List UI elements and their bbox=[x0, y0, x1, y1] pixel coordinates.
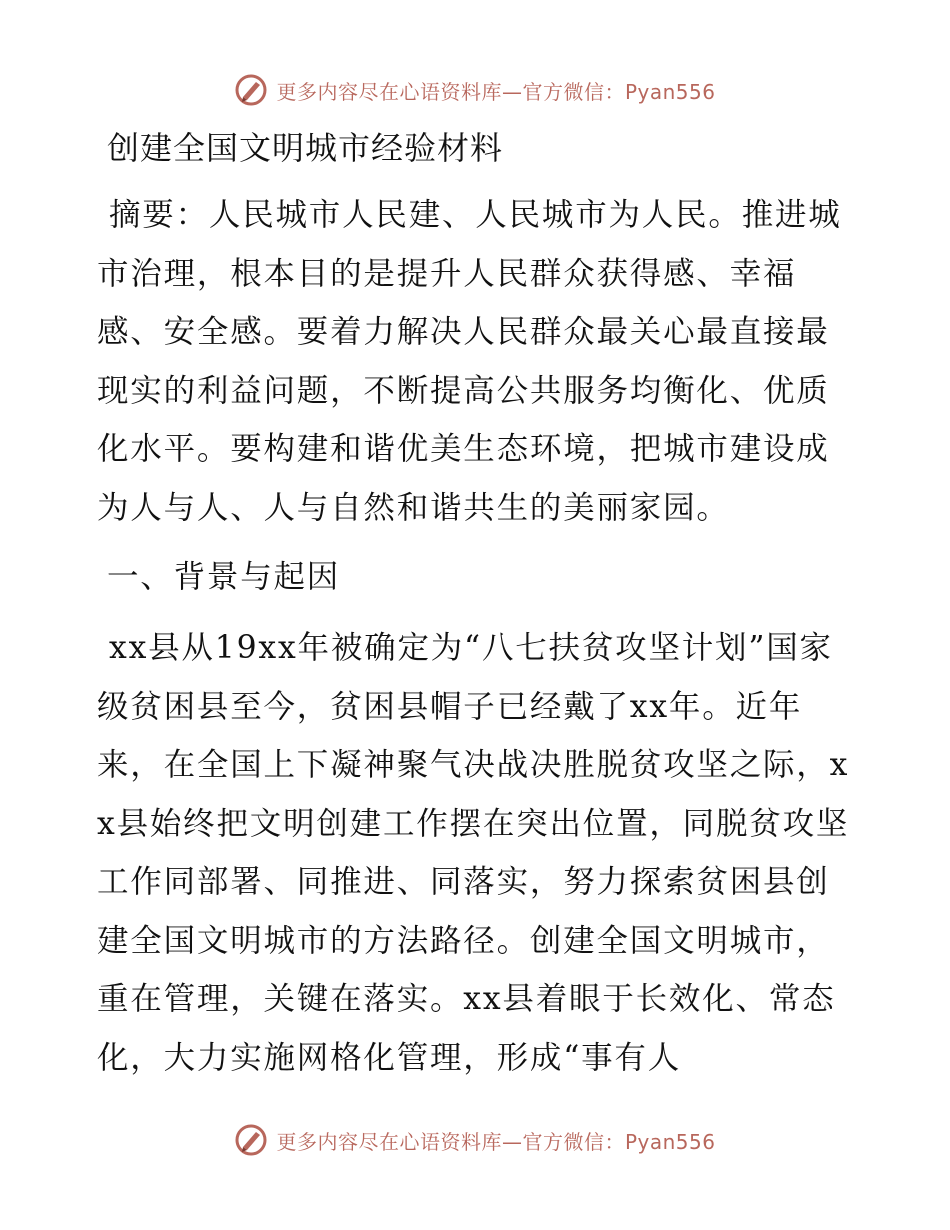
pen-logo-icon bbox=[234, 73, 268, 107]
section-heading: 一、背景与起因 bbox=[107, 559, 341, 595]
document-body bbox=[97, 120, 857, 1099]
document-title: 创建全国文明城市经验材料 bbox=[107, 129, 504, 167]
abstract-label: 摘要： bbox=[109, 197, 209, 233]
watermark-text: 更多内容尽在心语资料库—官方微信：Pyan556 bbox=[276, 1129, 716, 1154]
watermark-footer bbox=[0, 1120, 950, 1160]
abstract-paragraph bbox=[97, 186, 857, 537]
watermark-text: 更多内容尽在心语资料库—官方微信：Pyan556 bbox=[276, 79, 716, 104]
abstract-body: 人民城市人民建、人民城市为人民。推进城市治理，根本目的是提升人民群众获得感、幸福感、安全感。要着力解决人民群众最关心最直接最现实的利益问题，不断提高公共服务均衡化、优质化水平。要构建和谐优美生态环境，把城市建设成为人与人、人与自然和谐共生的美丽家园。 bbox=[97, 197, 842, 526]
section-paragraph: xx县从19xx年被确定为“八七扶贫攻坚计划”国家级贫困县至今，贫困县帽子已经戴了xx年。近年来，在全国上下凝神聚气决战决胜脱贫攻坚之际，xx县始终把文明创建工作摆在突出位置，同脱贫攻坚工作同部署、同推进、同落实，努力探索贫困县创建全国文明城市的方法路径。创建全国文明城市，重在管理，关键在落实。xx县着眼于长效化、常态化，大力实施网格化管理，形成“事有人 bbox=[97, 630, 850, 1076]
watermark-header bbox=[0, 70, 950, 110]
pen-logo-icon bbox=[234, 1123, 268, 1157]
